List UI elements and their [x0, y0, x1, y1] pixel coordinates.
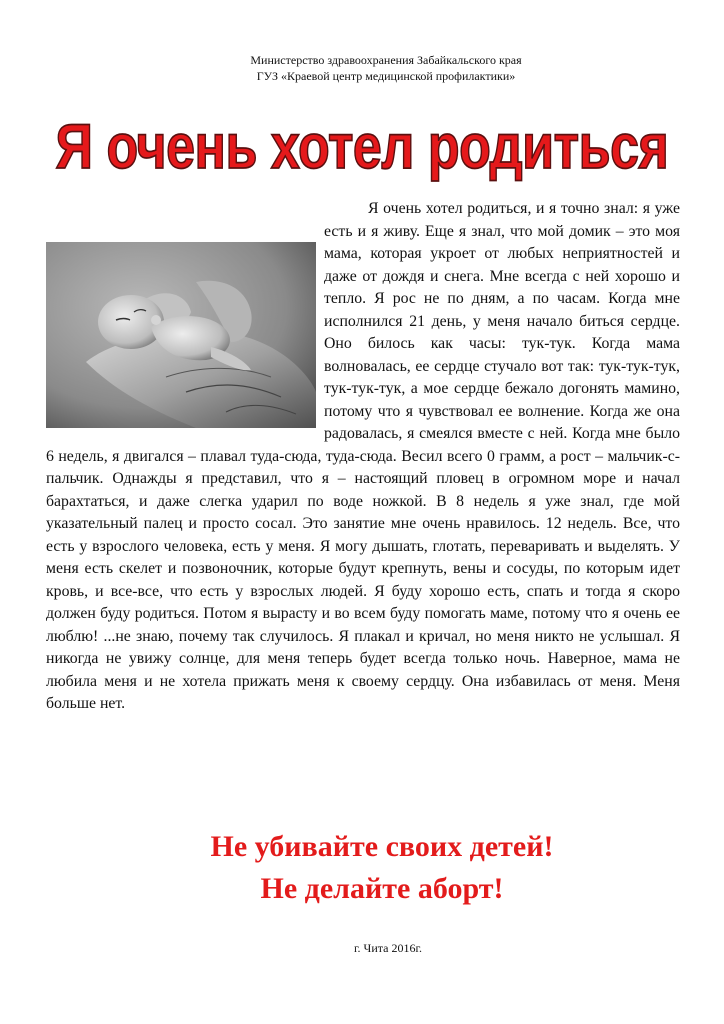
slogan-line-1: Не убивайте своих детей! [210, 830, 554, 863]
ministry-line: Министерство здравоохранения Забайкальского края [250, 53, 522, 67]
story-text-block [46, 198, 680, 716]
newborn-in-hand-photo [46, 242, 316, 428]
footer-city-year: г. Чита 2016г. [353, 941, 423, 955]
center-line: ГУЗ «Краевой центр медицинской профилактики» [256, 69, 516, 83]
footer [0, 940, 724, 956]
header [0, 52, 724, 84]
slogan [0, 826, 724, 910]
story-paragraph: Я очень хотел родиться, и я точно знал: я уже есть и я живу. Еще я знал, что мой домик – это моя мама, которая укроет от любых неприятностей и даже от дождя и снега. Мне всегда с ней хорошо и тепло. Я рос не по дням, а по часам. Когда мне исполнился 21 день, у меня начало биться сердце. Оно билось как часы: тук-тук. Когда мама волновалась, ее сердце стучало вот так: тук-тук-тук, тук-тук-тук, а мое сердце бежало догонять мамино, потому что я чувствовал ее волнение. Когда же она радовалась, я смеялся вместе с ней. Когда мне было 6 недель, я двигался – плавал туда-сюда, туда-сюда. Весил всего 0 грамм, а рост – мальчик-с-пальчик. Однажды я представил, что я – настоящий пловец в огромном море и начал барахтаться, и даже слегка ударил по воде ножкой. В 8 недель я уже знал, где мой указательный палец и просто сосал. Это занятие мне очень нравилось. 12 недель. Все, что есть у взрослого человека, есть у меня. Я могу дышать, глотать, переваривать и выделять. У меня есть скелет и позвоночник, которые будут крепнуть, вены и сосуды, по которым идет кровь, и все-все, что есть у взрослых людей. Я буду хорошо есть, спать и тогда я скоро должен буду родиться. Потом я вырасту и во всем буду помогать маме, потому что я очень ее люблю! ...не знаю, почему так случилось. Я плакал и кричал, но меня никто не услышал. Я никогда не увижу солнце, для меня теперь будет всегда только ночь. Наверное, мама не любила меня и не хотела прижать меня к своему сердцу. Она избавилась от меня. Меня больше нет. [46, 200, 680, 712]
slogan-line-2: Не делайте аборт! [260, 872, 504, 905]
page-title: Я очень хотел родиться [55, 111, 669, 183]
